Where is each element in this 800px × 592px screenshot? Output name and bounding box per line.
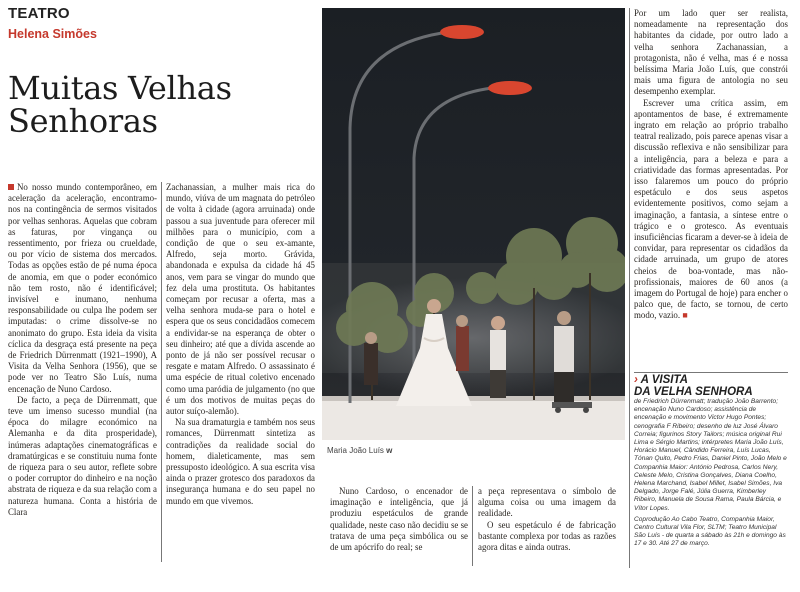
article-column-3 (330, 486, 468, 566)
headline-line-2: Senhoras (8, 102, 158, 140)
credits-text: de Friedrich Dürrenmatt; tradução João Barrento; encenação Nuno Cardoso; assistência de encenação e movimento Victor Hugo Pontes; cenografia F Ribeiro; desenho de luz José Álvaro Correia; figurinos Story Tailors; música original Rui Lima e Sérgio Martins; intérpretes Maria João Luís, Horácio Manuel, Cândido Ferreira, Luís Lucas, Tónan Quito, Pedro Frias, Daniel Pinto, João Melo e Companhia Maior: António Pedrosa, Carlos Nery, Celeste Melo, Cristina Gonçalves, Diana Coelho, Helena Marchand, Isabel Millet, Isabel Simões, Iva Delgado, Jorge Falé, Júlia Guerra, Kimberley Ribeiro, Manuela de Sousa Rama, Paula Bárcia, e Vítor Lopes. (634, 398, 787, 512)
paragraph: Zachanassian, a mulher mais rica do mundo, viúva de um magnata do petróleo de volta à cidade (agora arruinada) onde passou a sua juventude para oferecer mil milhões para o município, com a condição de que o seu ex-amante, Alfredo, seja morto. Grávida, abandonada e expulsa da cidade há 45 anos, vem para se vingar do mundo que fez dela uma prostituta. Os habitantes começam por recusar a oferta, mas a velha senhora muda-se para o hotel e espera que os seus concidadãos comecem a endividar-se na esperança de obter o seu dinheiro; até que a dívida ascende ao ponto de já não ser possível recusar o resgate e matam Alfredo. O assassinato é uma espécie de ritual coletivo encenado como uma paródia de julgamento (no que é um dos motivos de muitas peças do autor suíço-alemão). (166, 182, 315, 417)
info-box-credits (634, 398, 788, 574)
article-headline (8, 69, 323, 140)
arrow-icon: › (634, 374, 638, 386)
stage-scene-illustration (322, 8, 625, 440)
paragraph: De facto, a peça de Dürrenmatt, que teve um imenso sucesso mundial (na época do milagre económico na Alemanha e da dita prosperidade), inúmeras adaptações cinematográficas e dramatúrgicas e se constituiu numa fonte de riqueza para o seu autor, reflete sobre o poder corruptor do dinheiro e na noção abstrata de riqueza e da sua relação com a natureza humana. Conta a história de Clara (8, 394, 157, 517)
paragraph: Na sua dramaturgia e também nos seus romances, Dürrenmatt sintetiza as contradições da realidade social do homem, dialeticamente, mas sem pressuposto ideológico. A sua escrita visa ainda o prazer grotesco dos paradoxos da insegurança humana e do seu papel no mundo em que vivemos. (166, 417, 315, 506)
paragraph: a peça representava o símbolo de alguma coisa ou uma imagem da realidade. (478, 486, 616, 519)
paragraph: O seu espetáculo é de fabricação bastante complexa por todas as razões agora ditas e ainda outras. (478, 519, 616, 553)
article-column-5 (634, 8, 788, 372)
paragraph: Por um lado quer ser realista, nomeadamente na representação dos habitantes da cidade, por outro lado a velha senhora Zachanassian, a protagonista, não é velha, mas é e nossa belíssima Maria João Luís, que constrói mais uma figura de antologia no seu desempenho exemplar. (634, 8, 788, 97)
headline-line-1: Muitas Velhas (8, 69, 232, 107)
paragraph: No nosso mundo contemporâneo, em aceleração da aceleração, encontramo-nos na contingência de sermos visitados por velhas senhoras. Aquelas que cobram as faturas, por vingança ou ressentimento, por frieza ou crueldade, ou por vício de sistema dos mercados. Todas as opções estão de pé numa época de anomia, em que o poder económico não tem rosto, não é identificável; invisível e inumano, nenhuma responsabilidade ou culpa lhe podem ser imputadas: o crime dissolve-se no anonimato do grupo. Esta ideia da visita cíclica da desgraça está presente na peça de Friedrich Dürrenmatt (1921–1990), A Visita da Velha Senhora (1956), que se pode ver no Teatro São Luís, numa encenação de Nuno Cardoso. (8, 182, 157, 394)
author-name: Helena Simões (8, 27, 97, 41)
end-mark-icon: ■ (682, 310, 688, 321)
article-column-2 (166, 182, 315, 560)
production-info: Coprodução Ao Cabo Teatro, Companhia Maior, Centro Cultural Vila Flor, SLTM; Teatro Municipal São Luís - de quarta a sábado às 21h e domingo às 17 e 30. Até 27 de março. (634, 515, 786, 548)
info-box-title: › A VISITA DA VELHA SENHORA (634, 374, 753, 398)
stage-photo (322, 8, 625, 440)
column-divider (472, 486, 473, 566)
article-column-1 (8, 182, 157, 560)
column-divider (629, 8, 630, 568)
photo-caption: Maria João Luís w (327, 446, 393, 455)
paragraph: Nuno Cardoso, o encenador de imaginação e inteligência, que já produziu espetáculos de grande qualidade, neste caso não decidiu se se tratava de uma peça simbólica ou se de um apócrifo do real; se (330, 486, 468, 553)
article-column-4 (478, 486, 616, 566)
caption-mark: w (386, 446, 393, 455)
box-top-rule (634, 372, 788, 373)
section-label: TEATRO (8, 5, 70, 22)
paragraph: Escrever uma crítica assim, em apontamentos de base, é extremamente ingrato em relação ao próprio trabalho teatral realizado, pois parece apenas visar a discussão reflexiva e não sensibilizar para a inteligência, para a beleza e para a criatividade das formas apresentadas. Por isso falaremos um pouco do próprio espetáculo e dos seus aspetos evidentemente positivos, como sejam a imaginação, a fantasia, a síntese entre o trágico e o grotesco. As eventuais insuficiências ficaram a dever-se à ideia de convidar, para representar os cidadãos da cidade arruinada, um grupo de atores cheios de boa-vontade, mas não-profissionais, maiores de 60 anos (a imagem do Portugal de hoje) para encher o palco que, de facto, se tornou, de certo modo, vazio. ■ (634, 97, 788, 321)
column-divider (161, 182, 162, 562)
lead-bullet-icon (8, 184, 14, 190)
